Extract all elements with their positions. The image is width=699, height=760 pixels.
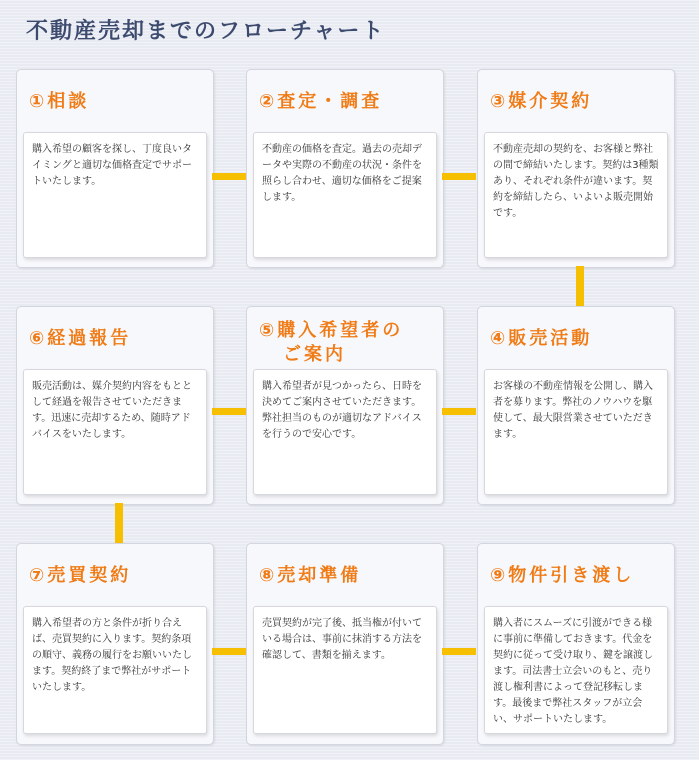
step-card-1 [16, 69, 214, 268]
step-card-2 [246, 69, 444, 268]
connector-4-5 [442, 408, 476, 415]
step-card-6 [16, 306, 214, 505]
step-body-2: 不動産の価格を査定。過去の売却データや実際の不動産の状況・条件を照らし合わせ、適切な価格をご提案します。 [253, 132, 437, 258]
step-body-7: 購入希望者の方と条件が折り合えば、売買契約に入ります。契約条項の順守、義務の履行をお願いいたします。契約終了まで弊社がサポートいたします。 [23, 606, 207, 734]
connector-6-7 [115, 503, 123, 543]
step-card-9 [477, 543, 675, 745]
step-card-5 [246, 306, 444, 505]
step-title-4: ④販売活動 [490, 328, 593, 349]
step-body-1: 購入希望の顧客を探し、丁度良いタイミングと適切な価格査定でサポートいたします。 [23, 132, 207, 258]
step-card-7 [16, 543, 214, 745]
connector-8-9 [442, 648, 476, 655]
step-body-5: 購入希望者が見つかったら、日時を決めてご案内させていただきます。弊社担当のものが適切なアドバイスを行うので安心です。 [253, 369, 437, 495]
step-title-9: ⑨物件引き渡し [490, 565, 635, 586]
connector-7-8 [212, 648, 246, 655]
connector-5-6 [212, 408, 246, 415]
step-title-7: ⑦売買契約 [29, 565, 132, 586]
step-card-4 [477, 306, 675, 505]
connector-1-2 [212, 173, 246, 180]
step-title-8: ⑧売却準備 [259, 565, 362, 586]
step-body-3: 不動産売却の契約を、お客様と弊社の間で締結いたします。契約は3種類あり、それぞれ条件が違います。契約を締結したら、いよいよ販売開始です。 [484, 132, 668, 258]
step-title-5: ⑤購入希望者の ご案内 [259, 320, 404, 365]
connector-3-4 [576, 266, 584, 306]
step-title-6: ⑥経過報告 [29, 328, 132, 349]
step-body-8: 売買契約が完了後、抵当権が付いている場合は、事前に抹消する方法を確認して、書類を揃えます。 [253, 606, 437, 734]
page-title: 不動産売却までのフローチャート [26, 19, 386, 44]
connector-2-3 [442, 173, 476, 180]
step-body-6: 販売活動は、媒介契約内容をもととして経過を報告させていただきます。迅速に売却するため、随時アドバイスをいたします。 [23, 369, 207, 495]
step-body-9: 購入者にスムーズに引渡ができる様に事前に準備しておきます。代金を契約に従って受け取り、鍵を譲渡します。司法書士立会いのもと、売り渡し権利書によって登記移転します。最後まで弊社スタッフが立会い、サポートいたします。 [484, 606, 668, 734]
step-card-3 [477, 69, 675, 268]
step-title-1: ①相談 [29, 91, 90, 112]
step-title-2: ②査定・調査 [259, 91, 383, 112]
step-card-8 [246, 543, 444, 745]
step-body-4: お客様の不動産情報を公開し、購入者を募ります。弊社のノウハウを駆使して、最大限営業させていただきます。 [484, 369, 668, 495]
step-title-3: ③媒介契約 [490, 91, 593, 112]
